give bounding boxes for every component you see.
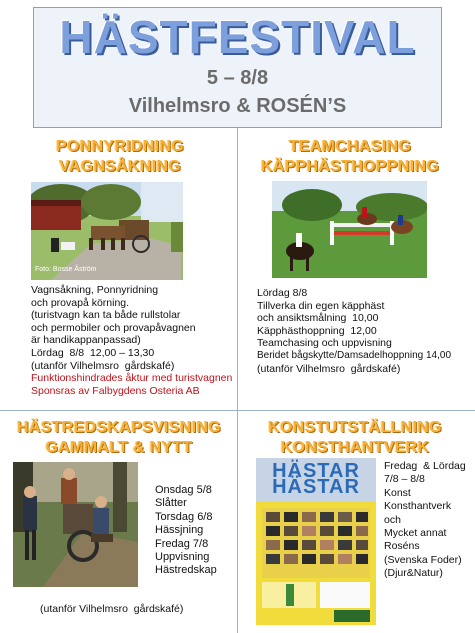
konst-line: (Svenska Foder): [384, 553, 462, 566]
redskap-photo: [13, 462, 138, 587]
team-line: (utanför Vilhelmsro gårdskafé): [257, 362, 401, 375]
konst-line: Konst: [384, 486, 411, 499]
ponny-line: är handikappanpassad): [31, 334, 141, 347]
konst-line: Fredag & Lördag: [384, 460, 466, 472]
team-details: [257, 287, 473, 375]
photo-credit: Foto: Bosse Åström: [35, 266, 97, 273]
konst-line: Roséns: [384, 540, 420, 553]
ponny-red-line: Funktionshindrades åktur med turistvagnen: [31, 372, 233, 385]
ponny-heading: [20, 137, 220, 177]
redskap-footer: (utanför Vilhelmsro gårdskafé): [40, 603, 184, 615]
ponny-line: (turistvagn kan ta både rullstolar: [31, 309, 181, 322]
konst-details: [384, 460, 474, 581]
konst-line: 7/8 – 8/8: [384, 473, 425, 486]
page-title: HÄSTFESTIVAL: [59, 11, 416, 63]
team-photo: [272, 181, 427, 278]
konst-heading: [250, 418, 460, 458]
redskap-line: Hästredskap: [155, 564, 217, 577]
vertical-divider: [237, 128, 238, 633]
team-line: Käpphästhoppning 12,00: [257, 324, 377, 337]
konst-poster: [256, 458, 376, 625]
konst-heading-line2: KONSTHANTVERK: [280, 439, 430, 456]
team-line: Beridet bågskytte/Damsadelhoppning 14,00: [257, 349, 452, 361]
redskap-heading-line2: GAMMALT & NYTT: [45, 439, 193, 456]
team-line: och ansiktsmålning 10,00: [257, 312, 379, 325]
festival-venue: Vilhelmsro & ROSÉN’S: [128, 95, 347, 117]
poster-title: HÄSTAR: [272, 476, 360, 498]
team-line: Tillverka din egen käpphäst: [257, 299, 385, 312]
team-line: Teamchasing och uppvisning: [257, 337, 392, 350]
redskap-heading: [8, 418, 230, 458]
redskap-line: Uppvisning: [155, 551, 210, 564]
horse-jumping-image: [272, 181, 427, 278]
ponny-line: Vagnsåkning, Ponnyridning: [31, 284, 159, 296]
ponny-heading-line2: VAGNSÅKNING: [58, 158, 182, 175]
redskap-heading-line1: HÄSTREDSKAPSVISNING: [17, 419, 221, 436]
ponny-line: Lördag 8/8 12,00 – 13,30: [31, 346, 155, 359]
ponny-line: (utanför Vilhelmsro gårdskafé): [31, 359, 175, 372]
poster-title-top: HÄSTAR: [272, 460, 360, 482]
redskap-line: Hässjning: [155, 524, 204, 537]
konst-line: Mycket annat: [384, 527, 447, 540]
konst-line: Konsthantverk: [384, 500, 452, 513]
ponny-line: och permobiler och provapåvagnen: [31, 321, 196, 334]
redskap-details: [155, 484, 235, 578]
ponny-heading-line1: PONNYRIDNING: [55, 138, 185, 155]
konst-line: och: [384, 513, 401, 526]
redskap-line: Slåtter: [155, 497, 187, 510]
ponny-red-line: Sponsras av Falbygdens Osteria AB: [31, 384, 200, 397]
konst-line: (Djur&Natur): [384, 567, 443, 580]
team-line: Lördag 8/8: [257, 287, 308, 299]
ponny-line: och provapå körning.: [31, 296, 130, 309]
redskap-line: Fredag 7/8: [155, 537, 209, 550]
ponny-details: [31, 284, 237, 397]
horizontal-divider: [0, 410, 475, 411]
horse-equipment-image: [13, 462, 138, 587]
team-heading-line1: TEAMCHASING: [288, 138, 412, 155]
konst-heading-line1: KONSTUTSTÄLLNING: [268, 419, 442, 436]
team-heading-line2: KÄPPHÄSTHOPPNING: [260, 158, 440, 175]
festival-dates: 5 – 8/8: [206, 67, 269, 89]
redskap-line: Onsdag 5/8: [155, 484, 212, 496]
redskap-line: Torsdag 6/8: [155, 510, 213, 523]
ponny-photo: [31, 182, 183, 280]
team-heading: [250, 137, 450, 177]
